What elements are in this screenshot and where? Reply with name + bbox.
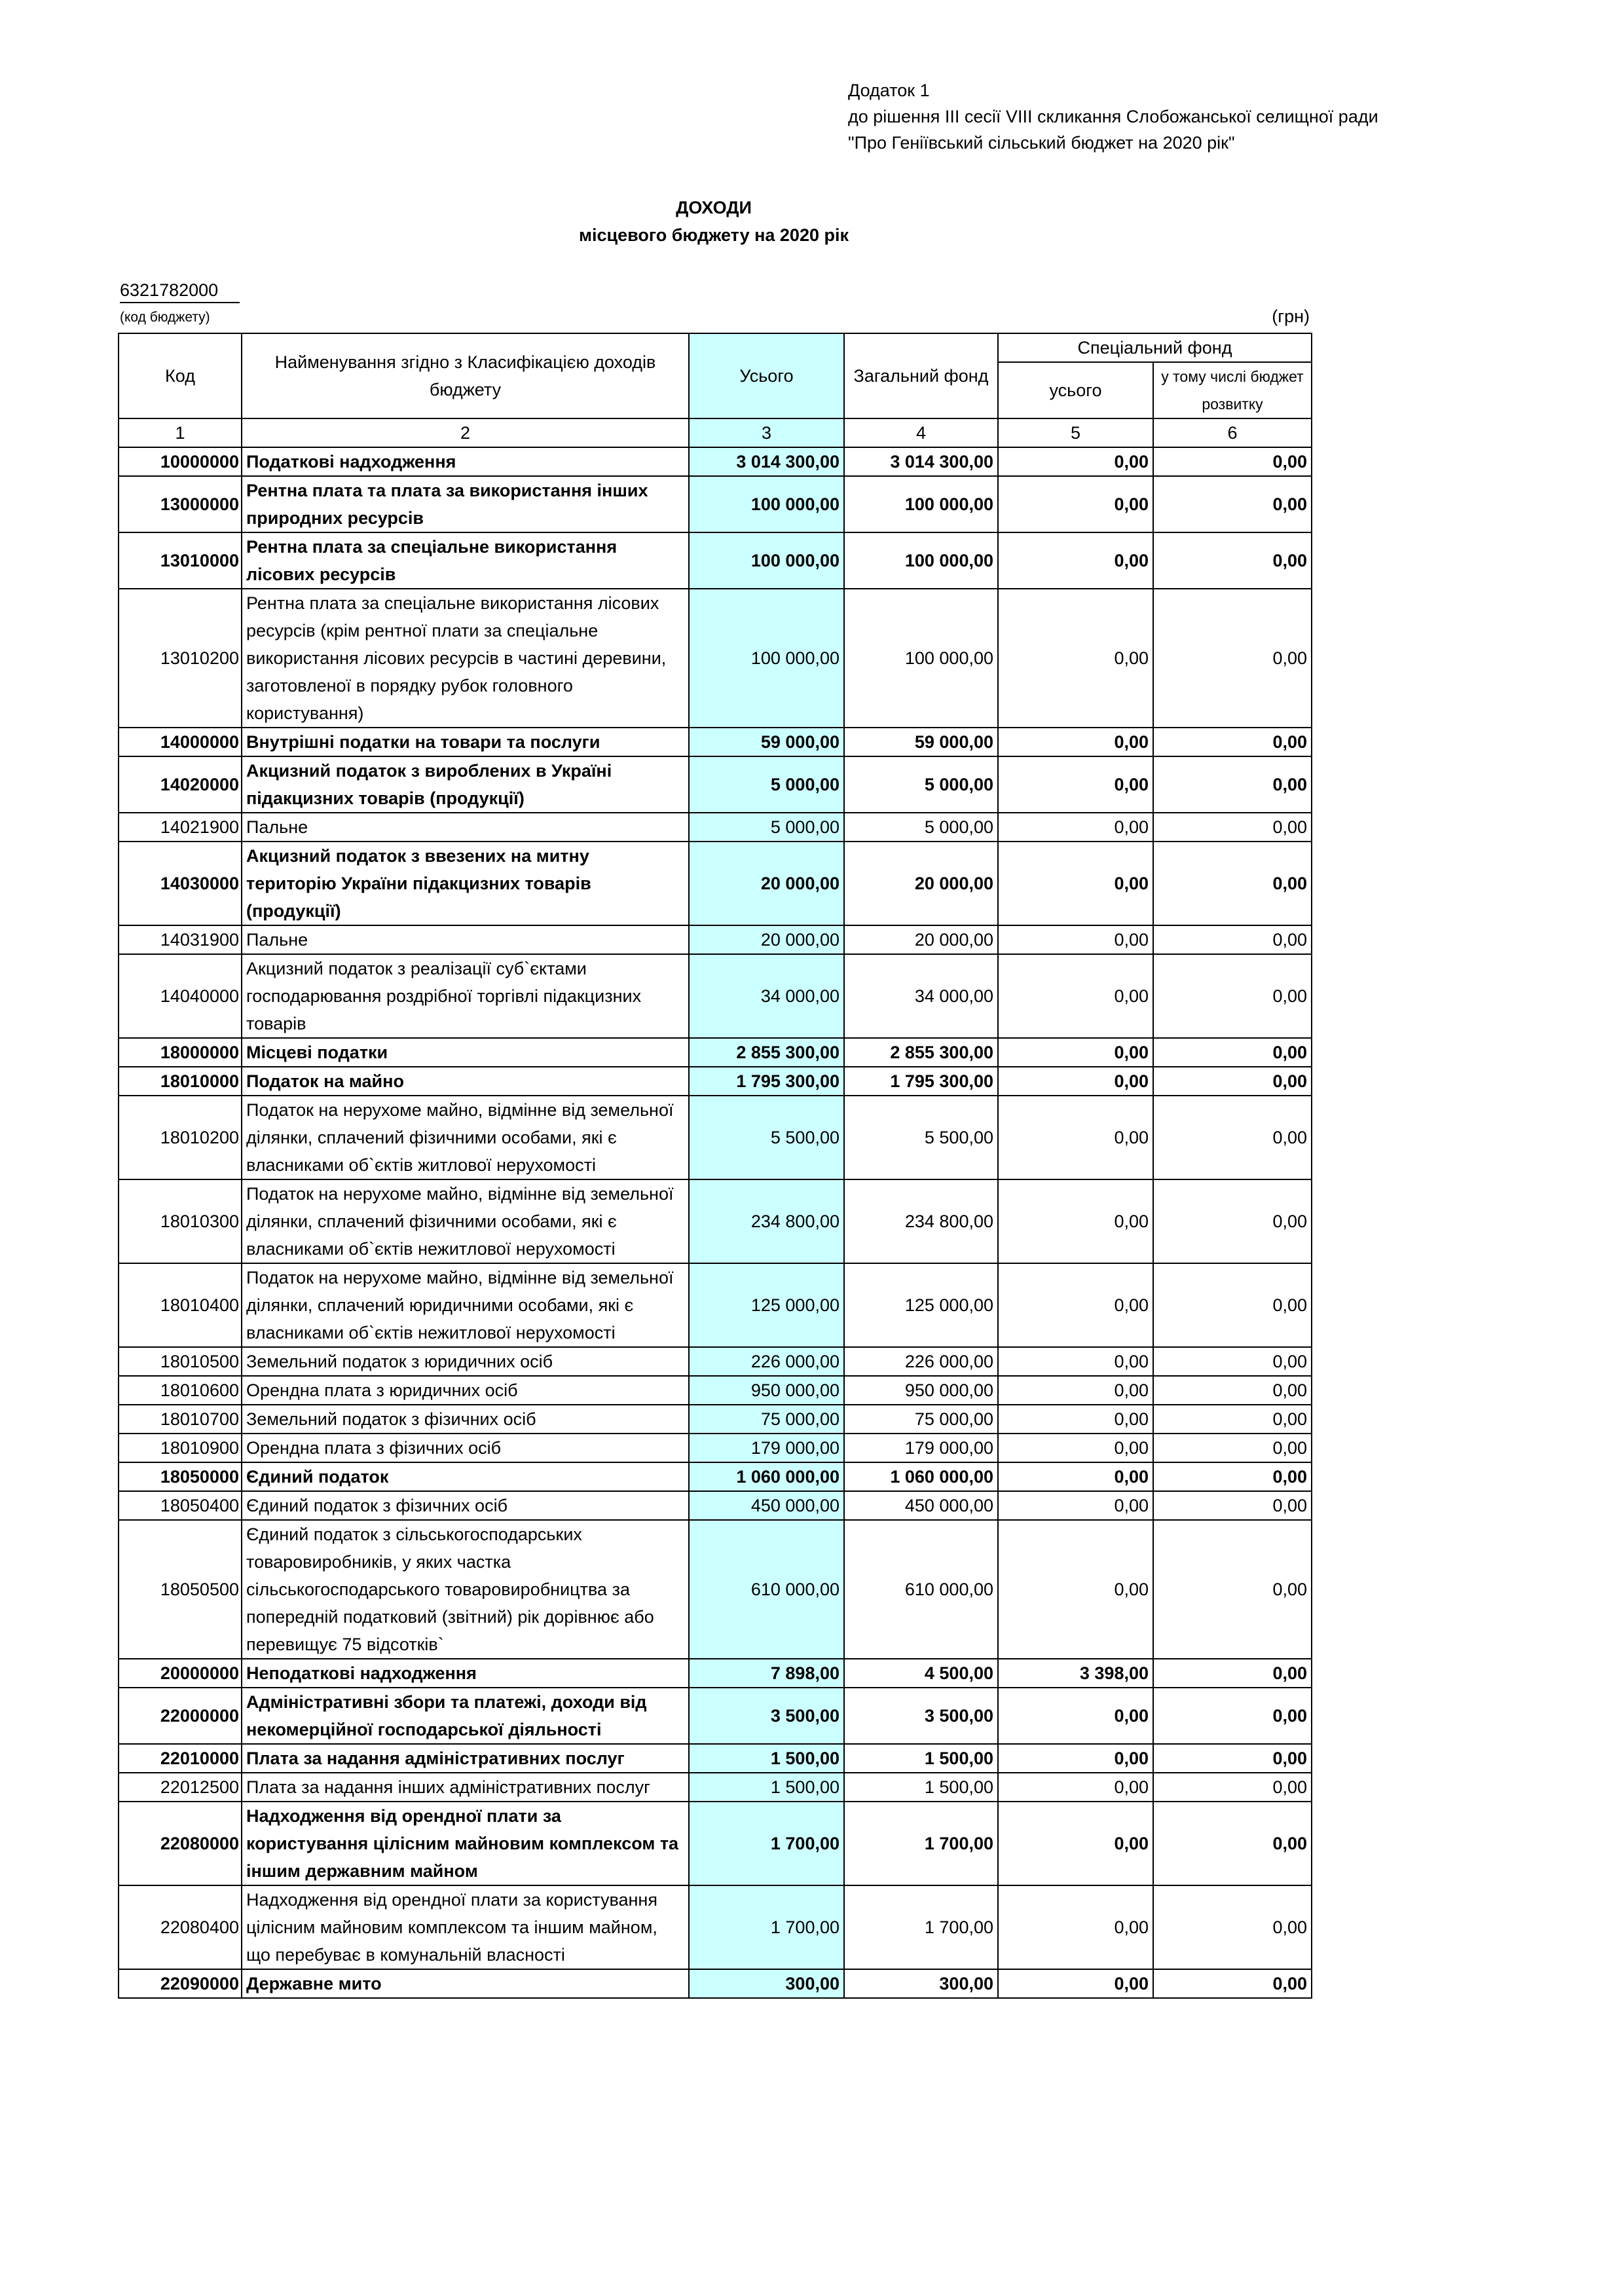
column-number: 2 [242,418,689,447]
row-total: 610 000,00 [689,1520,844,1659]
row-development-budget: 0,00 [1153,1096,1312,1179]
row-name: Податок на нерухоме майно, відмінне від земельної ділянки, сплачений юридичними особами, які є власниками об`єктів нежитлової нерухомості [242,1263,689,1347]
row-general-fund: 1 795 300,00 [844,1067,998,1096]
document-title [0,194,1428,249]
row-general-fund: 125 000,00 [844,1263,998,1347]
row-name: Акцизний податок з вироблених в Україні підакцизних товарів (продукції) [242,756,689,813]
row-code: 18050000 [119,1462,242,1491]
table-row [119,1038,1312,1067]
annex-line-1: Додаток 1 [848,81,930,100]
row-development-budget: 0,00 [1153,1038,1312,1067]
row-development-budget: 0,00 [1153,1885,1312,1969]
row-development-budget: 0,00 [1153,925,1312,954]
row-special-fund: 0,00 [998,813,1153,842]
row-name: Рентна плата та плата за використання інших природних ресурсів [242,476,689,532]
row-general-fund: 5 000,00 [844,813,998,842]
row-name: Плата за надання адміністративних послуг [242,1744,689,1773]
row-development-budget: 0,00 [1153,813,1312,842]
row-code: 18010600 [119,1376,242,1405]
row-general-fund: 3 500,00 [844,1688,998,1744]
row-development-budget: 0,00 [1153,1405,1312,1434]
row-name: Рентна плата за спеціальне використання лісових ресурсів (крім рентної плати за спеціальне використання лісових ресурсів в частині деревини, заготовленої в порядку рубок головного користування) [242,589,689,728]
annex-line-2: до рішення ІІІ сесії VIII скликання Слобожанської селищної ради [848,107,1378,126]
row-code: 13010000 [119,532,242,589]
row-special-fund: 0,00 [998,1802,1153,1885]
row-name: Надходження від орендної плати за користування цілісним майновим комплексом та іншим майном, що перебуває в комунальній власності [242,1885,689,1969]
table-row [119,1659,1312,1688]
row-general-fund: 1 700,00 [844,1885,998,1969]
row-development-budget: 0,00 [1153,1773,1312,1802]
column-number: 1 [119,418,242,447]
table-row [119,589,1312,728]
row-total: 34 000,00 [689,954,844,1038]
revenue-table [118,333,1312,1999]
row-special-fund: 0,00 [998,842,1153,925]
column-number-row [119,418,1312,447]
row-development-budget: 0,00 [1153,1462,1312,1491]
row-general-fund: 1 060 000,00 [844,1462,998,1491]
table-row [119,1434,1312,1462]
table-row [119,1179,1312,1263]
table-row [119,476,1312,532]
row-code: 14000000 [119,728,242,756]
row-name: Надходження від орендної плати за користування цілісним майновим комплексом та іншим державним майном [242,1802,689,1885]
row-code: 22000000 [119,1688,242,1744]
row-general-fund: 226 000,00 [844,1347,998,1376]
row-name: Орендна плата з юридичних осіб [242,1376,689,1405]
row-total: 1 795 300,00 [689,1067,844,1096]
row-general-fund: 59 000,00 [844,728,998,756]
row-special-fund: 0,00 [998,1462,1153,1491]
row-special-fund: 0,00 [998,532,1153,589]
row-name: Акцизний податок з реалізації суб`єктами господарювання роздрібної торгівлі підакцизних товарів [242,954,689,1038]
budget-code: 6321782000 [120,280,240,303]
row-development-budget: 0,00 [1153,532,1312,589]
row-general-fund: 950 000,00 [844,1376,998,1405]
table-row [119,1405,1312,1434]
row-total: 5 500,00 [689,1096,844,1179]
column-number: 4 [844,418,998,447]
row-general-fund: 3 014 300,00 [844,447,998,476]
row-total: 950 000,00 [689,1376,844,1405]
table-row [119,1376,1312,1405]
row-code: 22090000 [119,1969,242,1998]
row-general-fund: 2 855 300,00 [844,1038,998,1067]
table-row [119,1462,1312,1491]
row-development-budget: 0,00 [1153,1179,1312,1263]
row-general-fund: 20 000,00 [844,842,998,925]
row-special-fund: 3 398,00 [998,1659,1153,1688]
table-row [119,1347,1312,1376]
annex-line-3: "Про Геніївський сільський бюджет на 2020 рік" [848,133,1235,153]
row-total: 2 855 300,00 [689,1038,844,1067]
row-general-fund: 34 000,00 [844,954,998,1038]
row-total: 3 014 300,00 [689,447,844,476]
row-special-fund: 0,00 [998,1347,1153,1376]
row-total: 20 000,00 [689,925,844,954]
row-special-fund: 0,00 [998,1491,1153,1520]
row-general-fund: 179 000,00 [844,1434,998,1462]
row-total: 20 000,00 [689,842,844,925]
header-development-budget: у тому числі бюджет розвитку [1153,362,1312,418]
currency-unit: (грн) [1272,306,1310,326]
header-code: Код [119,333,242,418]
row-code: 14021900 [119,813,242,842]
table-row [119,1744,1312,1773]
row-special-fund: 0,00 [998,589,1153,728]
header-special-total: усього [998,362,1153,418]
row-development-budget: 0,00 [1153,842,1312,925]
row-code: 22080400 [119,1885,242,1969]
row-code: 22010000 [119,1744,242,1773]
row-name: Адміністративні збори та платежі, доходи від некомерційної господарської діяльності [242,1688,689,1744]
table-row [119,925,1312,954]
row-code: 18010200 [119,1096,242,1179]
row-development-budget: 0,00 [1153,1376,1312,1405]
row-total: 5 000,00 [689,813,844,842]
row-total: 3 500,00 [689,1688,844,1744]
table-row [119,1773,1312,1802]
header-name: Найменування згідно з Класифікацією доходів бюджету [242,333,689,418]
row-special-fund: 0,00 [998,1434,1153,1462]
header-general-fund: Загальний фонд [844,333,998,418]
row-code: 18050400 [119,1491,242,1520]
row-name: Єдиний податок з фізичних осіб [242,1491,689,1520]
row-development-budget: 0,00 [1153,954,1312,1038]
table-row [119,1520,1312,1659]
row-development-budget: 0,00 [1153,1688,1312,1744]
row-code: 14030000 [119,842,242,925]
row-total: 100 000,00 [689,532,844,589]
row-general-fund: 4 500,00 [844,1659,998,1688]
row-code: 13010200 [119,589,242,728]
row-special-fund: 0,00 [998,728,1153,756]
table-row [119,1263,1312,1347]
row-special-fund: 0,00 [998,1969,1153,1998]
row-code: 18050500 [119,1520,242,1659]
row-total: 1 060 000,00 [689,1462,844,1491]
row-development-budget: 0,00 [1153,447,1312,476]
row-total: 1 700,00 [689,1885,844,1969]
column-number: 5 [998,418,1153,447]
row-total: 100 000,00 [689,476,844,532]
row-total: 300,00 [689,1969,844,1998]
row-code: 13000000 [119,476,242,532]
revenue-table-body [119,447,1312,1998]
budget-code-caption: (код бюджету) [120,310,210,325]
row-development-budget: 0,00 [1153,1744,1312,1773]
row-special-fund: 0,00 [998,756,1153,813]
row-development-budget: 0,00 [1153,1491,1312,1520]
row-name: Єдиний податок з сільськогосподарських товаровиробників, у яких частка сільськогосподарського товаровиробництва за попередній податковий (звітний) рік дорівнює або перевищує 75 відсотків` [242,1520,689,1659]
row-general-fund: 450 000,00 [844,1491,998,1520]
row-total: 125 000,00 [689,1263,844,1347]
annex-note [848,77,1378,156]
row-name: Податок на нерухоме майно, відмінне від земельної ділянки, сплачений фізичними особами, які є власниками об`єктів житлової нерухомості [242,1096,689,1179]
row-development-budget: 0,00 [1153,1347,1312,1376]
row-code: 18000000 [119,1038,242,1067]
row-general-fund: 100 000,00 [844,589,998,728]
table-row [119,813,1312,842]
row-name: Єдиний податок [242,1462,689,1491]
row-code: 18010000 [119,1067,242,1096]
header-total: Усього [689,333,844,418]
row-code: 22080000 [119,1802,242,1885]
row-general-fund: 1 700,00 [844,1802,998,1885]
row-special-fund: 0,00 [998,925,1153,954]
row-general-fund: 20 000,00 [844,925,998,954]
row-total: 59 000,00 [689,728,844,756]
row-code: 18010400 [119,1263,242,1347]
title-line-1: ДОХОДИ [676,198,752,217]
row-code: 18010300 [119,1179,242,1263]
row-special-fund: 0,00 [998,1773,1153,1802]
row-general-fund: 5 500,00 [844,1096,998,1179]
row-general-fund: 100 000,00 [844,532,998,589]
row-special-fund: 0,00 [998,1688,1153,1744]
row-name: Орендна плата з фізичних осіб [242,1434,689,1462]
row-total: 5 000,00 [689,756,844,813]
table-row [119,1688,1312,1744]
row-name: Пальне [242,925,689,954]
row-special-fund: 0,00 [998,954,1153,1038]
row-name: Плата за надання інших адміністративних послуг [242,1773,689,1802]
row-code: 14031900 [119,925,242,954]
row-total: 1 700,00 [689,1802,844,1885]
row-development-budget: 0,00 [1153,756,1312,813]
row-name: Земельний податок з фізичних осіб [242,1405,689,1434]
row-name: Земельний податок з юридичних осіб [242,1347,689,1376]
table-row [119,728,1312,756]
table-row [119,1802,1312,1885]
row-total: 450 000,00 [689,1491,844,1520]
row-special-fund: 0,00 [998,1179,1153,1263]
row-name: Акцизний податок з ввезених на митну територію України підакцизних товарів (продукції) [242,842,689,925]
row-name: Неподаткові надходження [242,1659,689,1688]
row-general-fund: 300,00 [844,1969,998,1998]
table-row [119,842,1312,925]
row-name: Податок на нерухоме майно, відмінне від земельної ділянки, сплачений фізичними особами, які є власниками об`єктів нежитлової нерухомості [242,1179,689,1263]
header-special-fund: Спеціальний фонд [998,333,1312,362]
row-special-fund: 0,00 [998,476,1153,532]
row-name: Рентна плата за спеціальне використання лісових ресурсів [242,532,689,589]
row-development-budget: 0,00 [1153,1969,1312,1998]
table-row [119,954,1312,1038]
row-total: 1 500,00 [689,1744,844,1773]
row-code: 18010700 [119,1405,242,1434]
row-general-fund: 5 000,00 [844,756,998,813]
row-special-fund: 0,00 [998,1520,1153,1659]
row-general-fund: 75 000,00 [844,1405,998,1434]
row-total: 234 800,00 [689,1179,844,1263]
row-general-fund: 234 800,00 [844,1179,998,1263]
table-row [119,1969,1312,1998]
row-total: 179 000,00 [689,1434,844,1462]
row-general-fund: 100 000,00 [844,476,998,532]
row-development-budget: 0,00 [1153,1802,1312,1885]
row-special-fund: 0,00 [998,1067,1153,1096]
row-development-budget: 0,00 [1153,1659,1312,1688]
row-development-budget: 0,00 [1153,476,1312,532]
row-total: 75 000,00 [689,1405,844,1434]
row-development-budget: 0,00 [1153,1263,1312,1347]
row-name: Місцеві податки [242,1038,689,1067]
row-special-fund: 0,00 [998,1376,1153,1405]
row-name: Пальне [242,813,689,842]
row-code: 14040000 [119,954,242,1038]
row-name: Податок на майно [242,1067,689,1096]
row-special-fund: 0,00 [998,1038,1153,1067]
row-total: 1 500,00 [689,1773,844,1802]
row-general-fund: 610 000,00 [844,1520,998,1659]
row-special-fund: 0,00 [998,1263,1153,1347]
table-row [119,1096,1312,1179]
row-code: 22012500 [119,1773,242,1802]
row-development-budget: 0,00 [1153,589,1312,728]
row-special-fund: 0,00 [998,1744,1153,1773]
column-number: 6 [1153,418,1312,447]
row-special-fund: 0,00 [998,447,1153,476]
row-special-fund: 0,00 [998,1405,1153,1434]
row-code: 20000000 [119,1659,242,1688]
row-name: Державне мито [242,1969,689,1998]
row-code: 14020000 [119,756,242,813]
row-development-budget: 0,00 [1153,1067,1312,1096]
row-development-budget: 0,00 [1153,728,1312,756]
row-general-fund: 1 500,00 [844,1744,998,1773]
row-name: Внутрішні податки на товари та послуги [242,728,689,756]
row-development-budget: 0,00 [1153,1434,1312,1462]
row-development-budget: 0,00 [1153,1520,1312,1659]
row-code: 18010500 [119,1347,242,1376]
row-special-fund: 0,00 [998,1885,1153,1969]
title-line-2: місцевого бюджету на 2020 рік [578,225,849,245]
column-number: 3 [689,418,844,447]
table-row [119,447,1312,476]
row-code: 10000000 [119,447,242,476]
table-row [119,1885,1312,1969]
table-row [119,1067,1312,1096]
row-total: 226 000,00 [689,1347,844,1376]
row-total: 100 000,00 [689,589,844,728]
table-row [119,532,1312,589]
row-code: 18010900 [119,1434,242,1462]
row-name: Податкові надходження [242,447,689,476]
row-general-fund: 1 500,00 [844,1773,998,1802]
row-special-fund: 0,00 [998,1096,1153,1179]
table-row [119,756,1312,813]
row-total: 7 898,00 [689,1659,844,1688]
table-row [119,1491,1312,1520]
